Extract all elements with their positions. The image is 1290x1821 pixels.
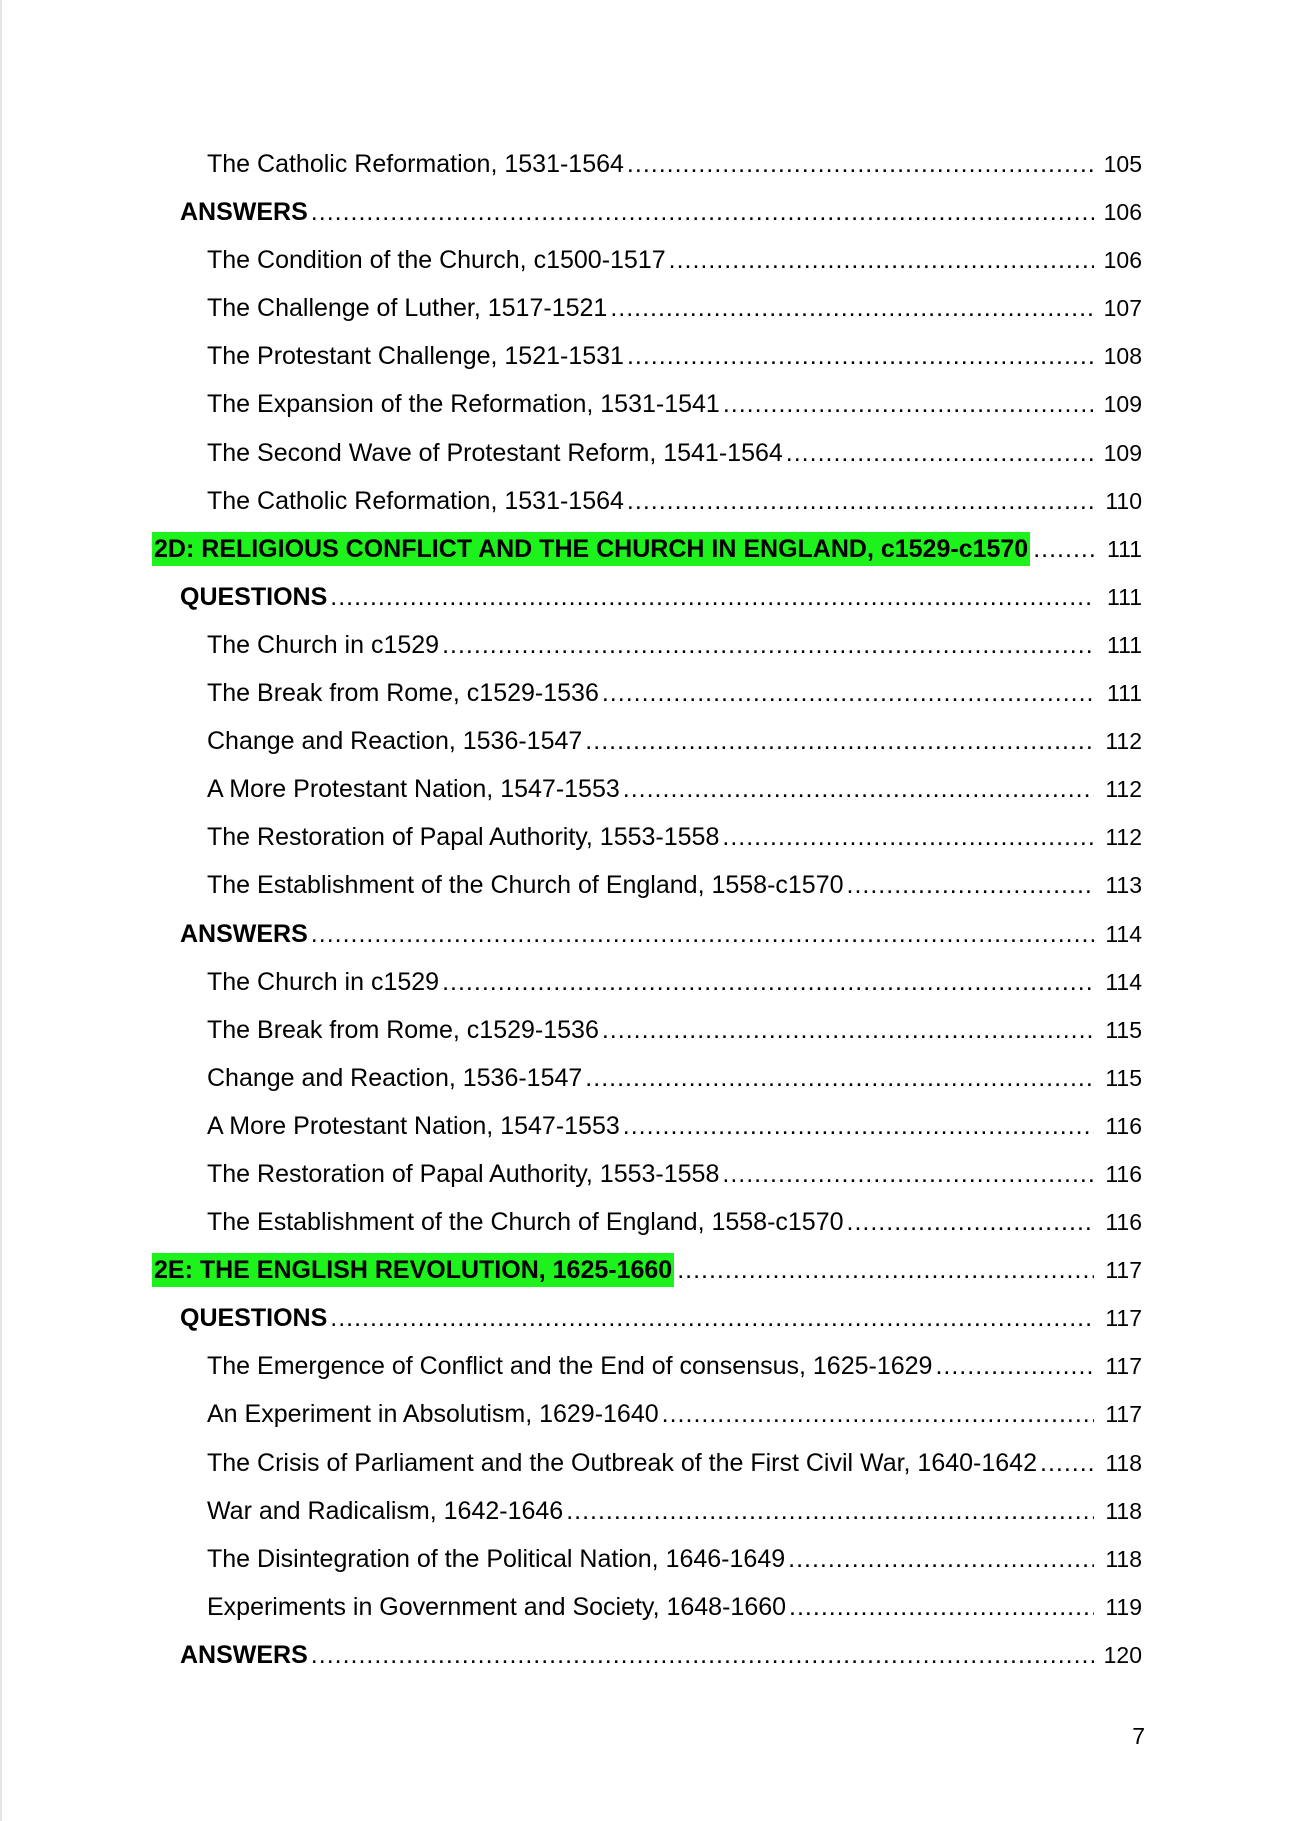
toc-entry-title: The Challenge of Luther, 1517-1521 <box>207 294 608 323</box>
toc-entry-title: ANSWERS <box>180 1640 308 1669</box>
toc-entry[interactable] <box>152 861 1142 909</box>
toc-entry[interactable] <box>152 1535 1142 1583</box>
toc-entry-title: The Break from Rome, c1529-1536 <box>207 1015 599 1044</box>
toc-entry[interactable] <box>152 717 1142 765</box>
toc-entry-page: 110 <box>1105 487 1142 514</box>
toc-entry-page: 120 <box>1103 1641 1142 1668</box>
toc-leader-dots <box>602 1006 1094 1054</box>
toc-entry-page: 117 <box>1105 1305 1142 1332</box>
toc-entry-page: 109 <box>1103 391 1142 418</box>
toc-entry-page: 118 <box>1105 1545 1142 1572</box>
toc-leader-dots <box>786 429 1094 477</box>
toc-leader-dots <box>627 332 1094 380</box>
toc-entry-title: The Church in c1529 <box>207 967 440 996</box>
toc-leader-dots <box>442 958 1094 1006</box>
table-of-contents <box>152 140 1142 1679</box>
toc-leader-dots <box>847 1198 1094 1246</box>
toc-entry[interactable] <box>152 1583 1142 1631</box>
toc-entry[interactable] <box>152 236 1142 284</box>
toc-entry-title: War and Radicalism, 1642-1646 <box>207 1496 564 1525</box>
toc-entry[interactable] <box>152 332 1142 380</box>
toc-entry-title: QUESTIONS <box>180 582 328 611</box>
toc-leader-dots <box>566 1487 1094 1535</box>
toc-entry[interactable] <box>152 1439 1142 1487</box>
toc-entry-page: 117 <box>1105 1257 1142 1284</box>
toc-entry[interactable] <box>152 1102 1142 1150</box>
toc-entry-page: 111 <box>1107 631 1142 658</box>
toc-entry[interactable] <box>152 669 1142 717</box>
toc-entry-title: The Expansion of the Reformation, 1531-1541 <box>207 390 720 419</box>
toc-entry[interactable] <box>152 621 1142 669</box>
toc-entry-title: The Church in c1529 <box>207 630 440 659</box>
toc-leader-dots <box>623 765 1094 813</box>
toc-leader-dots <box>627 140 1094 188</box>
toc-entry-title: The Break from Rome, c1529-1536 <box>207 679 599 708</box>
toc-leader-dots <box>311 910 1094 958</box>
toc-leader-dots <box>788 1535 1094 1583</box>
toc-entry-page: 106 <box>1103 247 1142 274</box>
toc-entry-title: The Second Wave of Protestant Reform, 1541-1564 <box>207 438 783 467</box>
toc-entry-page: 111 <box>1107 680 1142 707</box>
toc-entry[interactable] <box>152 1487 1142 1535</box>
toc-entry-title: ANSWERS <box>180 198 308 227</box>
toc-entry-page: 111 <box>1107 583 1142 610</box>
toc-entry-page: 112 <box>1105 776 1142 803</box>
toc-leader-dots <box>669 236 1094 284</box>
toc-entry[interactable] <box>152 429 1142 477</box>
toc-entry-page: 109 <box>1103 439 1142 466</box>
toc-leader-dots <box>722 813 1094 861</box>
toc-section-heading[interactable] <box>152 1246 1142 1294</box>
toc-entry-title: An Experiment in Absolutism, 1629-1640 <box>207 1400 659 1429</box>
toc-leader-dots <box>330 1294 1094 1342</box>
toc-entry-page: 118 <box>1105 1449 1142 1476</box>
toc-leader-dots <box>627 477 1094 525</box>
toc-entry-page: 106 <box>1103 199 1142 226</box>
toc-leader-dots <box>442 621 1094 669</box>
toc-entry-page: 115 <box>1105 1064 1142 1091</box>
toc-leader-dots <box>723 380 1094 428</box>
toc-entry-page: 117 <box>1105 1353 1142 1380</box>
toc-entry[interactable] <box>152 284 1142 332</box>
toc-entry-title: Change and Reaction, 1536-1547 <box>207 1063 583 1092</box>
toc-entry-page: 115 <box>1105 1016 1142 1043</box>
toc-entry-title: The Catholic Reformation, 1531-1564 <box>207 486 624 515</box>
toc-leader-dots <box>311 188 1094 236</box>
toc-leader-dots <box>623 1102 1094 1150</box>
toc-leader-dots <box>585 1054 1094 1102</box>
toc-entry-title: The Condition of the Church, c1500-1517 <box>207 246 666 275</box>
page-number: 7 <box>1132 1723 1145 1749</box>
toc-entry[interactable] <box>152 1006 1142 1054</box>
toc-entry-page: 108 <box>1103 343 1142 370</box>
toc-entry[interactable] <box>152 1342 1142 1390</box>
toc-subsection-heading[interactable] <box>152 910 1142 958</box>
toc-entry-page: 112 <box>1105 728 1142 755</box>
toc-leader-dots <box>602 669 1094 717</box>
toc-entry[interactable] <box>152 1150 1142 1198</box>
toc-leader-dots <box>610 284 1094 332</box>
toc-entry[interactable] <box>152 813 1142 861</box>
toc-entry-title: ANSWERS <box>180 919 308 948</box>
toc-entry-title: A More Protestant Nation, 1547-1553 <box>207 775 620 804</box>
toc-leader-dots <box>662 1390 1094 1438</box>
toc-leader-dots <box>789 1583 1094 1631</box>
page-edge <box>0 0 2 1821</box>
toc-entry[interactable] <box>152 1054 1142 1102</box>
toc-entry-title: The Establishment of the Church of England, 1558-c1570 <box>207 1208 844 1237</box>
toc-leader-dots <box>585 717 1094 765</box>
toc-entry-title: The Emergence of Conflict and the End of consensus, 1625-1629 <box>207 1352 933 1381</box>
toc-entry-page: 105 <box>1103 151 1142 177</box>
toc-entry-page: 112 <box>1105 824 1142 851</box>
toc-entry-title: Experiments in Government and Society, 1648-1660 <box>207 1592 787 1621</box>
toc-subsection-heading[interactable] <box>152 573 1142 621</box>
toc-leader-dots <box>722 1150 1094 1198</box>
toc-entry[interactable] <box>152 1198 1142 1246</box>
toc-entry-title: The Catholic Reformation, 1531-1564 <box>207 150 624 178</box>
toc-leader-dots <box>1040 1439 1094 1487</box>
toc-entry-page: 114 <box>1105 968 1142 995</box>
toc-leader-dots <box>847 861 1094 909</box>
toc-entry[interactable] <box>152 477 1142 525</box>
toc-entry-title: The Disintegration of the Political Nation, 1646-1649 <box>207 1544 786 1573</box>
toc-leader-dots <box>311 1631 1094 1679</box>
toc-entry[interactable] <box>152 1390 1142 1438</box>
toc-entry[interactable] <box>152 958 1142 1006</box>
toc-entry-page: 113 <box>1105 872 1142 899</box>
toc-entry-title: QUESTIONS <box>180 1304 328 1333</box>
toc-subsection-heading[interactable] <box>152 1631 1142 1679</box>
toc-entry[interactable] <box>152 140 1142 188</box>
toc-entry-page: 116 <box>1105 1160 1142 1187</box>
toc-entry-page: 111 <box>1107 535 1142 562</box>
toc-entry-page: 116 <box>1105 1112 1142 1139</box>
toc-leader-dots <box>330 573 1094 621</box>
toc-entry[interactable] <box>152 380 1142 428</box>
toc-entry-page: 114 <box>1105 920 1142 947</box>
toc-section-heading[interactable] <box>152 525 1142 573</box>
toc-entry-title: A More Protestant Nation, 1547-1553 <box>207 1111 620 1140</box>
toc-entry-title: The Crisis of Parliament and the Outbreak of the First Civil War, 1640-1642 <box>207 1448 1037 1477</box>
toc-leader-dots <box>1033 525 1094 573</box>
toc-entry-title: 2D: RELIGIOUS CONFLICT AND THE CHURCH IN ENGLAND, c1529-c1570 <box>152 532 1030 566</box>
toc-entry-page: 118 <box>1105 1497 1142 1524</box>
toc-subsection-heading[interactable] <box>152 188 1142 236</box>
toc-entry-title: The Establishment of the Church of England, 1558-c1570 <box>207 871 844 900</box>
toc-entry-title: The Restoration of Papal Authority, 1553-1558 <box>207 823 720 852</box>
toc-entry[interactable] <box>152 765 1142 813</box>
toc-entry-page: 107 <box>1103 295 1142 322</box>
toc-leader-dots <box>935 1342 1094 1390</box>
toc-entry-page: 117 <box>1105 1401 1142 1428</box>
toc-subsection-heading[interactable] <box>152 1294 1142 1342</box>
toc-entry-title: The Restoration of Papal Authority, 1553-1558 <box>207 1159 720 1188</box>
toc-entry-page: 119 <box>1105 1593 1142 1620</box>
toc-entry-page: 116 <box>1105 1209 1142 1236</box>
toc-entry-title: 2E: THE ENGLISH REVOLUTION, 1625-1660 <box>152 1253 674 1287</box>
toc-entry-title: The Protestant Challenge, 1521-1531 <box>207 342 624 371</box>
toc-entry-title: Change and Reaction, 1536-1547 <box>207 727 583 756</box>
toc-leader-dots <box>677 1246 1094 1294</box>
